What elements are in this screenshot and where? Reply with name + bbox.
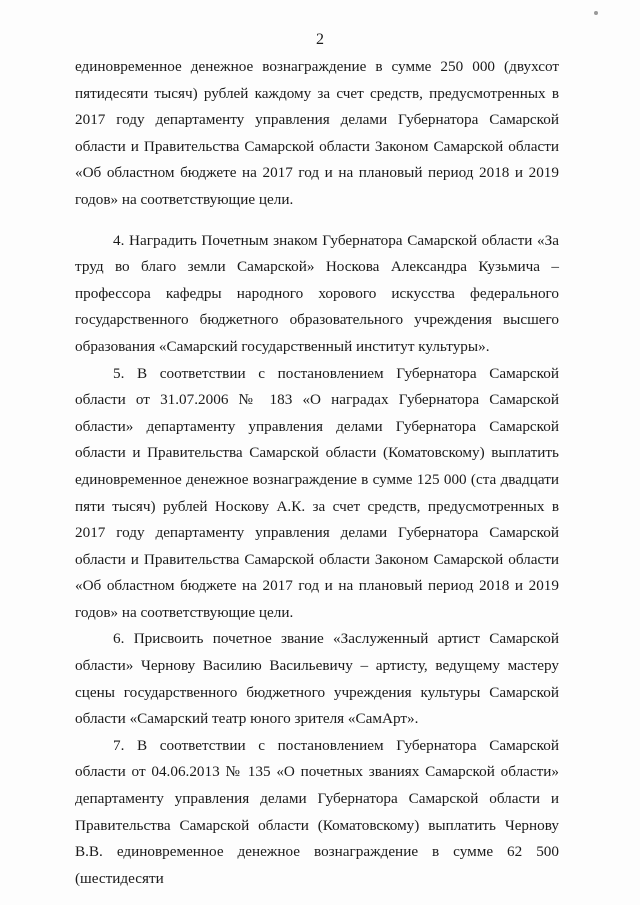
paragraph-item-7: 7. В соответствии с постановлением Губернатора Самарской области от 04.06.2013 № 135 «О почетных званиях Самарской области» департаменту управления делами Губернатора Самарской области и Правительства Самарской области (Коматовскому) выплатить Чернову В.В. единовременное денежное вознаграждение в сумме 62 500 (шестидесяти [75,736,559,887]
paragraph-continuation: единовременное денежное вознаграждение в сумме 250 000 (двухсот пятидесяти тысяч) рублей каждому за счет средств, предусмотренных в 2017 году департаменту управления делами Губернатора Самарской области и Правительства Самарской области Законом Самарской области «Об областном бюджете на 2017 год и на плановый период 2018 и 2019 годов» на соответствующие цели. [75,58,559,208]
paragraph-item-5: 5. В соответствии с постановлением Губернатора Самарской области от 31.07.2006 № 183 «О наградах Губернатора Самарской области» департаменту управления делами Губернатора Самарской области и Правительства Самарской области (Коматовскому) выплатить единовременное денежное вознаграждение в сумме 125 000 (ста двадцати пяти тысяч) рублей Носкову А.К. за счет средств, предусмотренных в 2017 году департаменту управления делами Губернатора Самарской области и Правительства Самарской области Законом Самарской области «Об областном бюджете на 2017 год и на плановый период 2018 и 2019 годов» на соответствующие цели. [75,364,559,621]
scan-speck [594,11,598,15]
paragraph-item-4: 4. Наградить Почетным знаком Губернатора Самарской области «За труд во благо земли Самарской» Носкова Александра Кузьмича – профессора кафедры народного хорового искусства федерального государственного бюджетного образовательного учреждения высшего образования «Самарский государственный институт культуры». [75,231,559,355]
paragraph-item-6: 6. Присвоить почетное звание «Заслуженный артист Самарской области» Чернову Василию Васильевичу – артисту, ведущему мастеру сцены государственного бюджетного учреждения культуры Самарской области «Самарский театр юного зрителя «СамАрт». [75,630,559,728]
document-body [75,54,559,892]
page-number: 2 [316,31,324,48]
